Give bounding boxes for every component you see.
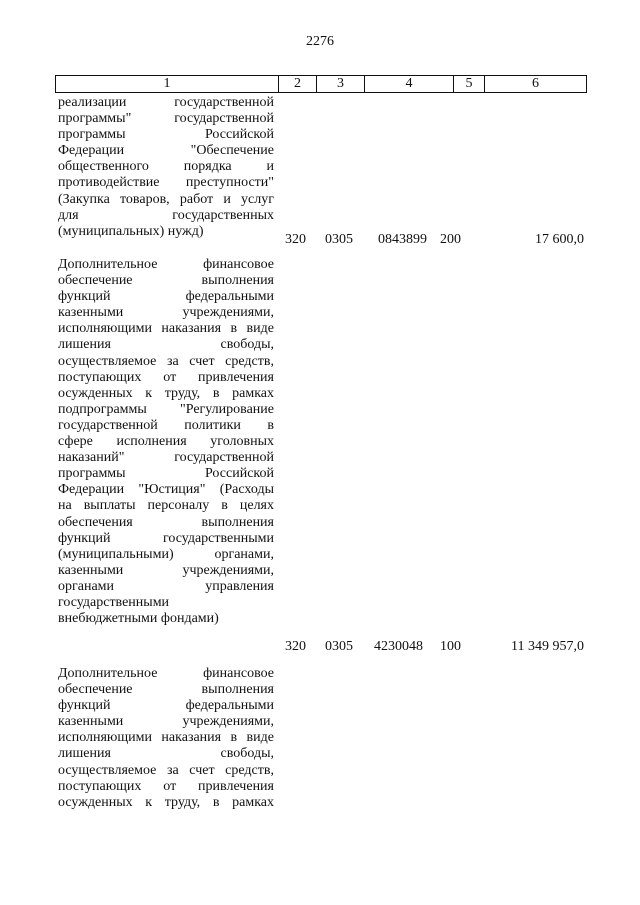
description-line: казенными учреждениями,	[58, 562, 274, 578]
description-line: лишения свободы,	[58, 746, 274, 762]
description-line: реализации государственной	[58, 95, 274, 110]
description-line: осуществляемое за счет средств,	[58, 353, 274, 369]
column-header-1: 1	[163, 76, 171, 91]
description-line: казенными учреждениями,	[58, 305, 274, 321]
table-row	[58, 666, 274, 811]
description-line: на выплаты персоналу в целях	[58, 498, 274, 514]
description-line: для государственных	[58, 207, 274, 223]
description-line: функций федеральными	[58, 289, 274, 305]
description-line: Дополнительное финансовое	[58, 257, 274, 272]
row-col2: 320	[285, 232, 306, 247]
description-line: (муниципальных) нужд)	[58, 223, 204, 239]
table-header	[55, 75, 587, 93]
column-header-3: 3	[316, 76, 364, 92]
column-header-6: 6	[484, 76, 586, 92]
description-line: наказаний" государственной	[58, 450, 274, 466]
row-col3: 0305	[325, 232, 353, 247]
description-line: программы Российской	[58, 127, 274, 143]
description-line: функций государственными	[58, 530, 274, 546]
row-description	[58, 95, 274, 240]
description-line: противодействие преступности"	[58, 175, 274, 191]
description-line: осужденных к труду, в рамках	[58, 794, 274, 810]
description-line: обеспечения выполнения	[58, 514, 274, 530]
column-header-2: 2	[278, 76, 316, 92]
row-col5: 100	[440, 639, 461, 654]
description-line: поступающих от привлечения	[58, 778, 274, 794]
description-line: казенными учреждениями,	[58, 714, 274, 730]
description-line: (муниципальными) органами,	[58, 546, 274, 562]
description-line: лишения свободы,	[58, 337, 274, 353]
table-row	[58, 95, 274, 240]
description-line: функций федеральными	[58, 698, 274, 714]
description-line: органами управления	[58, 578, 274, 594]
row-col5: 200	[440, 232, 461, 247]
table-row	[58, 257, 274, 627]
description-line: осуществляемое за счет средств,	[58, 762, 274, 778]
description-line: подпрограммы "Регулирование	[58, 401, 274, 417]
description-line: исполняющими наказания в виде	[58, 730, 274, 746]
row-col3: 0305	[325, 639, 353, 654]
description-line: Дополнительное финансовое	[58, 666, 274, 681]
description-line: обеспечение выполнения	[58, 682, 274, 698]
description-line: сфере исполнения уголовных	[58, 434, 274, 450]
row-col4: 4230048	[374, 639, 423, 654]
row-col4: 0843899	[378, 232, 427, 247]
description-line: внебюджетными фондами)	[58, 611, 219, 627]
row-col6: 11 349 957,0	[511, 639, 584, 654]
description-line: общественного порядка и	[58, 159, 274, 175]
column-header-5: 5	[453, 76, 484, 92]
description-line: Федерации "Юстиция" (Расходы	[58, 482, 274, 498]
page-number: 2276	[306, 34, 334, 49]
column-header-4: 4	[364, 76, 453, 92]
description-line: исполняющими наказания в виде	[58, 321, 274, 337]
description-line: поступающих от привлечения	[58, 369, 274, 385]
description-line: (Закупка товаров, работ и услуг	[58, 191, 274, 207]
row-description	[58, 666, 274, 811]
description-line: Федерации "Обеспечение	[58, 143, 274, 159]
row-col2: 320	[285, 639, 306, 654]
description-line: государственной политики в	[58, 417, 274, 433]
description-line: обеспечение выполнения	[58, 273, 274, 289]
description-line: программы Российской	[58, 466, 274, 482]
description-line: осужденных к труду, в рамках	[58, 385, 274, 401]
row-col6: 17 600,0	[535, 232, 584, 247]
description-line: государственными	[58, 594, 170, 610]
description-line: программы" государственной	[58, 111, 274, 127]
row-description	[58, 257, 274, 627]
